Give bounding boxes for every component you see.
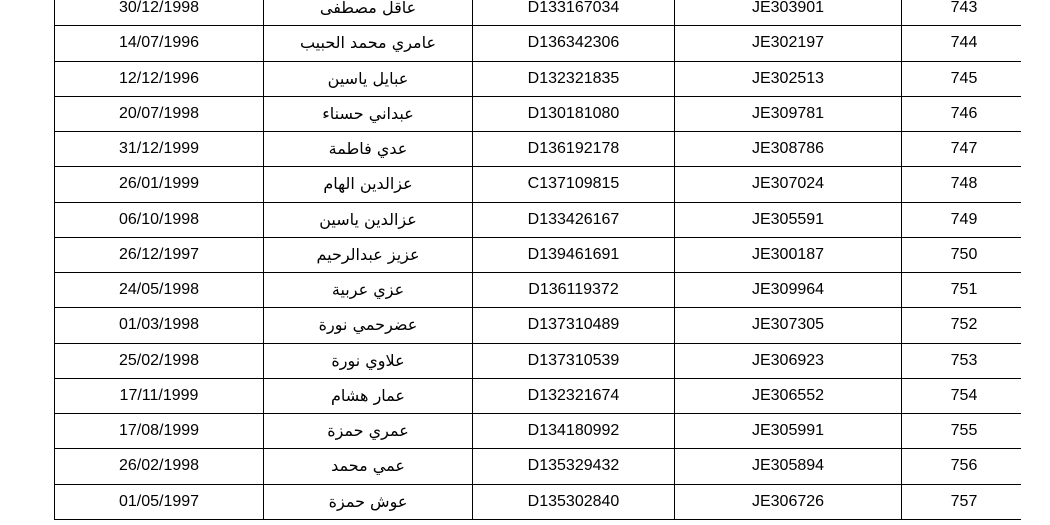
registration-code-cell: JE307305 bbox=[675, 308, 902, 343]
table-row bbox=[55, 414, 1022, 449]
document-id-cell: D133426167 bbox=[473, 202, 675, 237]
student-name-cell: علاوي نورة bbox=[264, 343, 473, 378]
birth-date-cell: 30/12/1998 bbox=[55, 0, 264, 26]
table-row bbox=[55, 0, 1022, 26]
student-name-cell: عدي فاطمة bbox=[264, 132, 473, 167]
row-number-cell: 746 bbox=[902, 96, 1022, 131]
registration-code-cell: JE303901 bbox=[675, 0, 902, 26]
birth-date-cell: 26/12/1997 bbox=[55, 237, 264, 272]
document-id-cell: D135302840 bbox=[473, 484, 675, 519]
birth-date-cell: 01/05/1997 bbox=[55, 484, 264, 519]
student-roster-table bbox=[54, 0, 1021, 520]
birth-date-cell: 01/03/1998 bbox=[55, 308, 264, 343]
table-row bbox=[55, 132, 1022, 167]
registration-code-cell: JE309964 bbox=[675, 273, 902, 308]
birth-date-cell: 26/02/1998 bbox=[55, 449, 264, 484]
roster-body bbox=[55, 0, 1022, 519]
student-name-cell: عاقل مصطفى bbox=[264, 0, 473, 26]
birth-date-cell: 14/07/1996 bbox=[55, 26, 264, 61]
birth-date-cell: 06/10/1998 bbox=[55, 202, 264, 237]
row-number-cell: 749 bbox=[902, 202, 1022, 237]
table-row bbox=[55, 202, 1022, 237]
student-name-cell: عبايل ياسين bbox=[264, 61, 473, 96]
row-number-cell: 757 bbox=[902, 484, 1022, 519]
registration-code-cell: JE302197 bbox=[675, 26, 902, 61]
document-id-cell: D136192178 bbox=[473, 132, 675, 167]
student-name-cell: عضرحمي نورة bbox=[264, 308, 473, 343]
table-row bbox=[55, 237, 1022, 272]
row-number-cell: 752 bbox=[902, 308, 1022, 343]
row-number-cell: 754 bbox=[902, 378, 1022, 413]
birth-date-cell: 17/11/1999 bbox=[55, 378, 264, 413]
document-id-cell: D139461691 bbox=[473, 237, 675, 272]
registration-code-cell: JE305894 bbox=[675, 449, 902, 484]
document-id-cell: D133167034 bbox=[473, 0, 675, 26]
birth-date-cell: 31/12/1999 bbox=[55, 132, 264, 167]
registration-code-cell: JE302513 bbox=[675, 61, 902, 96]
registration-code-cell: JE309781 bbox=[675, 96, 902, 131]
student-name-cell: عزالدين الهام bbox=[264, 167, 473, 202]
table-row bbox=[55, 96, 1022, 131]
document-id-cell: D135329432 bbox=[473, 449, 675, 484]
row-number-cell: 750 bbox=[902, 237, 1022, 272]
student-name-cell: عزي عربية bbox=[264, 273, 473, 308]
row-number-cell: 755 bbox=[902, 414, 1022, 449]
registration-code-cell: JE307024 bbox=[675, 167, 902, 202]
student-name-cell: عوش حمزة bbox=[264, 484, 473, 519]
student-name-cell: عمري حمزة bbox=[264, 414, 473, 449]
birth-date-cell: 17/08/1999 bbox=[55, 414, 264, 449]
birth-date-cell: 25/02/1998 bbox=[55, 343, 264, 378]
student-name-cell: عبداني حسناء bbox=[264, 96, 473, 131]
registration-code-cell: JE306923 bbox=[675, 343, 902, 378]
registration-code-cell: JE300187 bbox=[675, 237, 902, 272]
table-row bbox=[55, 26, 1022, 61]
birth-date-cell: 26/01/1999 bbox=[55, 167, 264, 202]
document-id-cell: C137109815 bbox=[473, 167, 675, 202]
document-id-cell: D136119372 bbox=[473, 273, 675, 308]
row-number-cell: 748 bbox=[902, 167, 1022, 202]
table-row bbox=[55, 61, 1022, 96]
document-id-cell: D134180992 bbox=[473, 414, 675, 449]
registration-code-cell: JE306726 bbox=[675, 484, 902, 519]
registration-code-cell: JE306552 bbox=[675, 378, 902, 413]
student-name-cell: عمي محمد bbox=[264, 449, 473, 484]
registration-code-cell: JE305591 bbox=[675, 202, 902, 237]
birth-date-cell: 12/12/1996 bbox=[55, 61, 264, 96]
student-name-cell: عمار هشام bbox=[264, 378, 473, 413]
student-name-cell: عزيز عبدالرحيم bbox=[264, 237, 473, 272]
table-row bbox=[55, 273, 1022, 308]
row-number-cell: 745 bbox=[902, 61, 1022, 96]
row-number-cell: 751 bbox=[902, 273, 1022, 308]
row-number-cell: 747 bbox=[902, 132, 1022, 167]
registration-code-cell: JE308786 bbox=[675, 132, 902, 167]
birth-date-cell: 24/05/1998 bbox=[55, 273, 264, 308]
document-id-cell: D130181080 bbox=[473, 96, 675, 131]
table-row bbox=[55, 308, 1022, 343]
table-row bbox=[55, 484, 1022, 519]
row-number-cell: 756 bbox=[902, 449, 1022, 484]
document-id-cell: D137310539 bbox=[473, 343, 675, 378]
birth-date-cell: 20/07/1998 bbox=[55, 96, 264, 131]
document-id-cell: D132321674 bbox=[473, 378, 675, 413]
registration-code-cell: JE305991 bbox=[675, 414, 902, 449]
document-id-cell: D137310489 bbox=[473, 308, 675, 343]
table-row bbox=[55, 343, 1022, 378]
table-row bbox=[55, 167, 1022, 202]
row-number-cell: 753 bbox=[902, 343, 1022, 378]
document-id-cell: D132321835 bbox=[473, 61, 675, 96]
document-id-cell: D136342306 bbox=[473, 26, 675, 61]
row-number-cell: 744 bbox=[902, 26, 1022, 61]
table-row bbox=[55, 378, 1022, 413]
student-name-cell: عامري محمد الحبيب bbox=[264, 26, 473, 61]
table-row bbox=[55, 449, 1022, 484]
student-name-cell: عزالدين ياسين bbox=[264, 202, 473, 237]
document-page bbox=[54, 0, 1021, 525]
row-number-cell: 743 bbox=[902, 0, 1022, 26]
